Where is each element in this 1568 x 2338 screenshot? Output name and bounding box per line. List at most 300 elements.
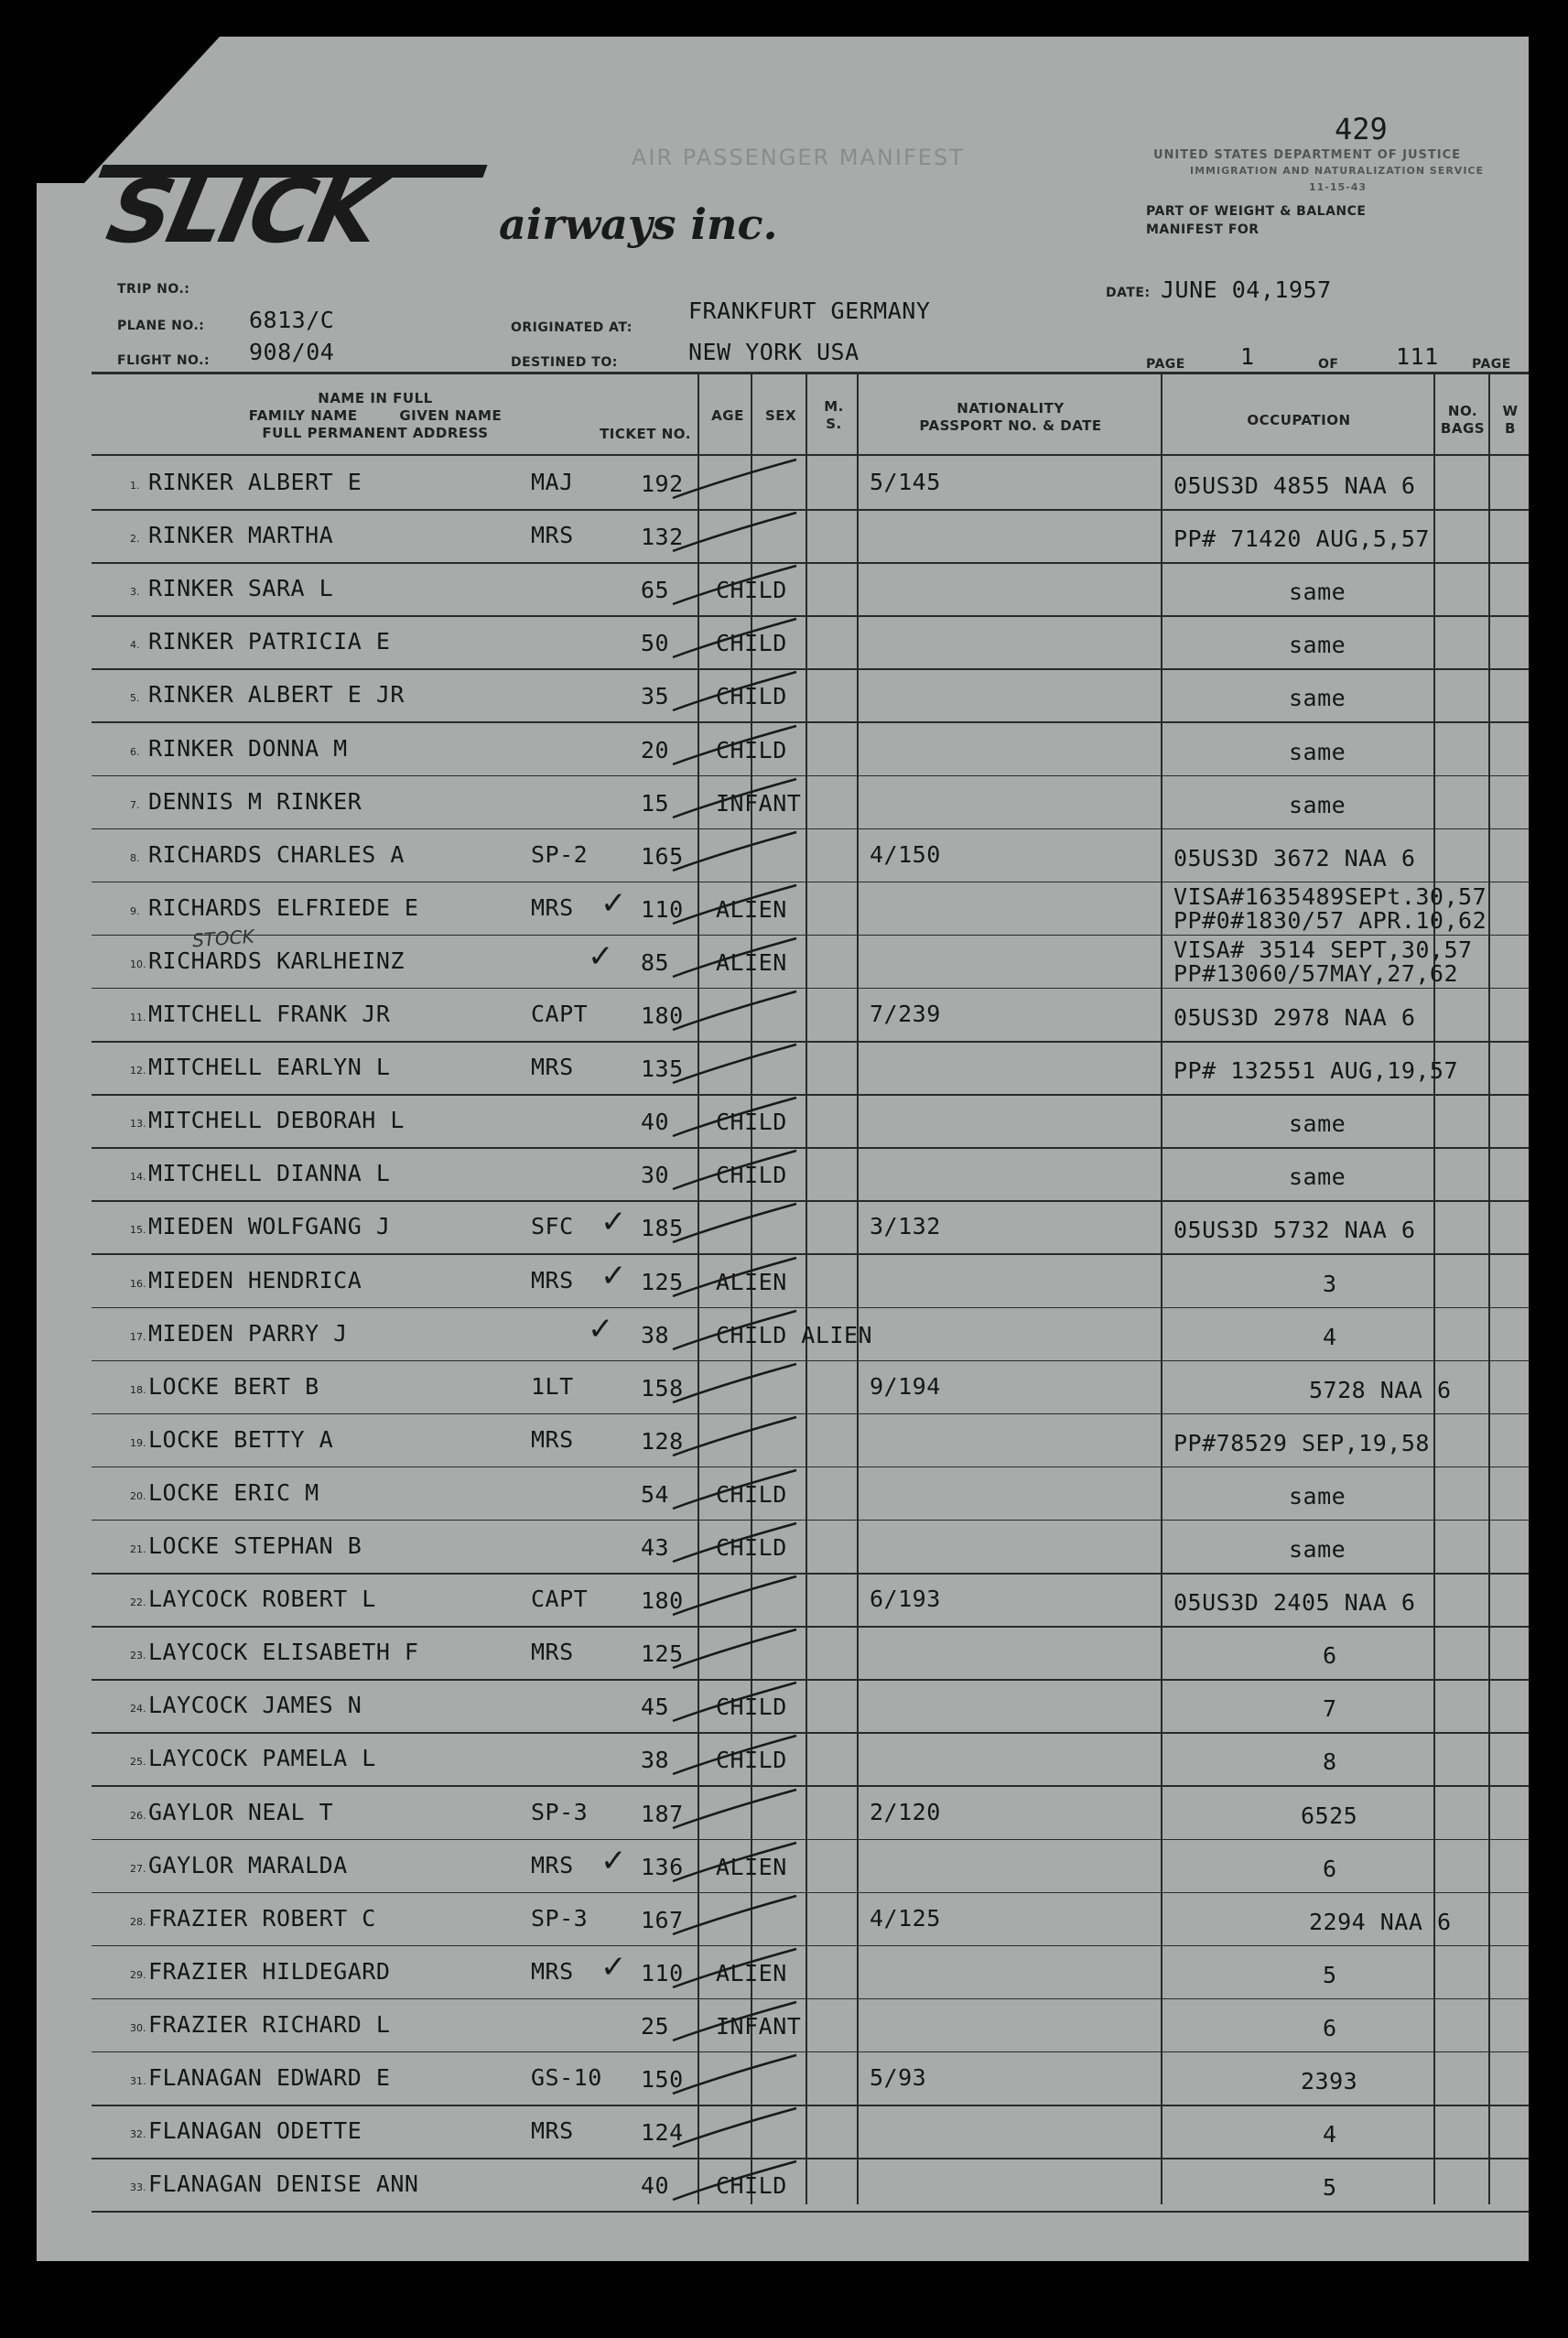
- plane-number: 6813/C: [249, 307, 335, 333]
- table-row: [37, 883, 1529, 936]
- checkmark-icon: ✓: [588, 1310, 614, 1348]
- strike-stroke: [668, 2101, 870, 2156]
- ticket-number: 25: [641, 2012, 670, 2040]
- origin: FRANKFURT GERMANY: [688, 298, 931, 324]
- occupation: VISA# 3514 SEPT,30,57: [1173, 936, 1473, 963]
- passenger-name: LOCKE ERIC M: [148, 1478, 319, 1506]
- table-row: [37, 511, 1529, 564]
- table-row: [37, 1521, 1529, 1575]
- strike-stroke: [668, 1782, 870, 1837]
- occupation: 05US3D 2978 NAA 6: [1173, 1004, 1416, 1031]
- strike-stroke: [668, 931, 870, 986]
- passenger-name: RINKER ALBERT E: [148, 469, 362, 495]
- passenger-name: RINKER PATRICIA E: [148, 628, 391, 655]
- strike-stroke: [668, 505, 870, 560]
- passenger-name: LOCKE BETTY A: [148, 1425, 334, 1453]
- flight-label: FLIGHT NO.:: [117, 353, 211, 368]
- ticket-number: 136: [641, 1853, 684, 1880]
- passenger-name: MITCHELL FRANK JR: [148, 1001, 391, 1027]
- dept-line-2: IMMIGRATION AND NATURALIZATION SERVICE: [1190, 165, 1485, 177]
- table-row: [37, 2000, 1529, 2053]
- strike-stroke: [668, 772, 870, 827]
- row-number: 10.: [130, 958, 146, 970]
- passenger-name: RICHARDS KARLHEINZ: [148, 947, 405, 974]
- age-sex: CHILD: [716, 1162, 787, 1189]
- row-rule: [92, 2211, 1529, 2213]
- age-sex: ALIEN: [716, 895, 787, 923]
- row-number: 26.: [130, 1809, 146, 1822]
- ticket-number: 35: [641, 683, 670, 710]
- passenger-title: SP-2: [531, 840, 589, 868]
- date-label: DATE:: [1106, 286, 1151, 300]
- originated-label: ORIGINATED AT:: [511, 320, 633, 335]
- strike-stroke: [668, 2048, 870, 2103]
- col-ms-line-2: S.: [826, 416, 842, 432]
- row-number: 1.: [130, 480, 140, 492]
- checkmark-icon: ✓: [600, 1257, 627, 1294]
- occupation: PP#78529 SEP,19,58: [1173, 1429, 1430, 1456]
- weight-note-2: MANIFEST FOR: [1146, 222, 1260, 237]
- row-number: 5.: [130, 692, 140, 705]
- occupation-line-2: PP#0#1830/57 APR.10,62: [1173, 906, 1487, 934]
- passenger-name: LOCKE STEPHAN B: [148, 1532, 362, 1559]
- table-row: [37, 1734, 1529, 1787]
- passenger-title: MRS: [531, 1054, 574, 1081]
- strike-stroke: [668, 1037, 870, 1092]
- strike-stroke: [668, 825, 870, 880]
- strike-stroke: [668, 1250, 870, 1305]
- age-sex: CHILD: [716, 1694, 787, 1721]
- occupation: same: [1289, 1482, 1346, 1510]
- of-total: 111: [1396, 343, 1439, 370]
- age-sex: CHILD: [716, 577, 787, 604]
- row-number: 28.: [130, 1915, 146, 1928]
- occupation: same: [1289, 685, 1346, 712]
- table-row: [37, 1628, 1529, 1681]
- ticket-number: 50: [641, 630, 670, 657]
- passenger-name: GAYLOR NEAL T: [148, 1798, 334, 1825]
- age-sex: CHILD: [716, 630, 787, 657]
- occupation: 2294 NAA 6: [1309, 1908, 1452, 1935]
- passport-number: 4/125: [870, 1904, 941, 1932]
- passenger-name: RINKER DONNA M: [148, 734, 348, 762]
- strike-stroke: [668, 665, 870, 720]
- col-age-header: AGE: [711, 407, 744, 424]
- ticket-number: 180: [641, 1002, 684, 1029]
- row-number: 3.: [130, 586, 140, 599]
- table-row: [37, 1788, 1529, 1841]
- table-row: [37, 1575, 1529, 1628]
- age-sex: CHILD: [716, 683, 787, 710]
- occupation: same: [1289, 791, 1346, 818]
- age-sex: CHILD: [716, 1109, 787, 1136]
- handwritten-stock-note: STOCK: [191, 925, 255, 952]
- passenger-name: FLANAGAN EDWARD E: [148, 2064, 391, 2091]
- strike-stroke: [668, 1516, 870, 1571]
- row-number: 6.: [130, 745, 140, 758]
- manifest-page: [37, 37, 1529, 2261]
- occupation: same: [1289, 1536, 1346, 1563]
- passenger-title: MRS: [531, 1851, 574, 1878]
- ticket-number: 165: [641, 842, 684, 870]
- occupation: VISA#1635489SEPt.30,57: [1173, 882, 1487, 910]
- ticket-number: 38: [641, 1321, 670, 1348]
- table-row: [37, 670, 1529, 723]
- passenger-title: MRS: [531, 522, 574, 549]
- dept-line-1: UNITED STATES DEPARTMENT OF JUSTICE: [1153, 148, 1462, 162]
- age-sex: INFANT: [716, 2012, 802, 2040]
- row-number: 24.: [130, 1703, 146, 1716]
- row-number: 11.: [130, 1012, 146, 1023]
- age-sex: ALIEN: [716, 1268, 787, 1295]
- passenger-title: CAPT: [531, 1586, 589, 1613]
- ticket-number: 43: [641, 1534, 670, 1561]
- strike-stroke: [668, 984, 870, 1039]
- strike-stroke: [668, 1463, 870, 1518]
- destination: NEW YORK USA: [688, 339, 860, 365]
- ticket-number: 40: [641, 1109, 670, 1136]
- strike-stroke: [668, 1143, 870, 1198]
- passport-number: 4/150: [870, 840, 941, 868]
- row-number: 2.: [130, 533, 140, 546]
- checkmark-icon: ✓: [600, 884, 627, 922]
- occupation: 8: [1323, 1748, 1337, 1776]
- passenger-name: RINKER MARTHA: [148, 522, 334, 549]
- col-nationality-header: [860, 400, 1162, 435]
- passenger-title: SFC: [531, 1213, 574, 1240]
- passenger-name: RINKER SARA L: [148, 575, 334, 602]
- table-row: [37, 1202, 1529, 1255]
- occupation: 05US3D 2405 NAA 6: [1173, 1589, 1416, 1617]
- ticket-number: 135: [641, 1055, 684, 1083]
- col-name-line-3: FULL PERMANENT ADDRESS: [262, 425, 489, 441]
- ticket-number: 128: [641, 1427, 684, 1455]
- table-row: [37, 1043, 1529, 1096]
- row-number: 21.: [130, 1543, 146, 1555]
- row-number: 4.: [130, 639, 140, 652]
- table-row: [37, 1947, 1529, 2000]
- passenger-title: MRS: [531, 1957, 574, 1985]
- ticket-number: 40: [641, 2172, 670, 2200]
- occupation: same: [1289, 1164, 1346, 1191]
- page-label-2: PAGE: [1472, 357, 1511, 372]
- passenger-title: MRS: [531, 893, 574, 921]
- ticket-number: 125: [641, 1268, 684, 1295]
- plane-label: PLANE NO.:: [117, 319, 205, 333]
- strike-stroke: [668, 1728, 870, 1783]
- passenger-title: SP-3: [531, 1904, 589, 1932]
- table-row: [37, 1096, 1529, 1149]
- strike-stroke: [668, 1410, 870, 1465]
- passenger-name: RINKER ALBERT E JR: [148, 681, 405, 709]
- passenger-name: FLANAGAN DENISE ANN: [148, 2170, 419, 2198]
- logo-airways: airways inc.: [499, 200, 778, 249]
- passenger-title: MRS: [531, 2117, 574, 2145]
- passport-number: 6/193: [870, 1586, 941, 1613]
- row-number: 15.: [130, 1224, 146, 1237]
- age-sex: CHILD: [716, 2172, 787, 2200]
- row-number: 33.: [130, 2181, 146, 2194]
- manifest-date: JUNE 04,1957: [1161, 276, 1332, 303]
- age-sex: INFANT: [716, 789, 802, 817]
- ticket-number: 125: [641, 1640, 684, 1668]
- passport-number: 7/239: [870, 1001, 941, 1027]
- page-stamp-number: 429: [1335, 112, 1388, 146]
- strike-stroke: [668, 719, 870, 774]
- ticket-number: 38: [641, 1747, 670, 1774]
- passenger-name: LAYCOCK JAMES N: [148, 1692, 362, 1719]
- table-row: [37, 2106, 1529, 2159]
- occupation: 05US3D 3672 NAA 6: [1173, 844, 1416, 871]
- col-name-line-1: NAME IN FULL: [318, 390, 433, 406]
- ticket-number: 65: [641, 577, 670, 604]
- row-number: 31.: [130, 2075, 146, 2087]
- ticket-number: 45: [641, 1694, 670, 1721]
- table-row: [37, 1415, 1529, 1468]
- strike-stroke: [668, 1622, 870, 1677]
- table-row: [37, 1468, 1529, 1521]
- ticket-number: 124: [641, 2119, 684, 2147]
- occupation: 6: [1323, 1855, 1337, 1882]
- occupation-line-2: PP#13060/57MAY,27,62: [1173, 959, 1459, 987]
- table-row: [37, 990, 1529, 1043]
- passenger-name: FRAZIER HILDEGARD: [148, 1957, 391, 1985]
- occupation: 4: [1323, 2121, 1337, 2149]
- dept-line-3: 11-15-43: [1309, 181, 1368, 193]
- row-number: 29.: [130, 1968, 146, 1981]
- age-sex: CHILD: [716, 1534, 787, 1561]
- passenger-name: DENNIS M RINKER: [148, 787, 362, 815]
- occupation: 2393: [1301, 2068, 1358, 2094]
- occupation: 5: [1323, 1961, 1337, 1988]
- col-name-header: [183, 390, 568, 442]
- checkmark-icon: ✓: [600, 1948, 627, 1986]
- trip-label: TRIP NO.:: [117, 282, 190, 297]
- occupation: same: [1289, 1110, 1346, 1138]
- table-row: [37, 564, 1529, 617]
- occupation: 5: [1323, 2174, 1337, 2202]
- passenger-name: LAYCOCK PAMELA L: [148, 1745, 376, 1772]
- age-sex: ALIEN: [716, 1959, 787, 1986]
- passport-number: 3/132: [870, 1213, 941, 1240]
- age-sex: CHILD: [716, 1480, 787, 1508]
- passenger-name: LAYCOCK ELISABETH F: [148, 1639, 419, 1666]
- strike-stroke: [668, 1835, 870, 1890]
- table-row: [37, 2053, 1529, 2106]
- row-number: 27.: [130, 1862, 146, 1875]
- passenger-name: FRAZIER ROBERT C: [148, 1904, 376, 1932]
- passenger-title: 1LT: [531, 1372, 574, 1400]
- occupation: same: [1289, 738, 1346, 765]
- strike-stroke: [668, 1889, 870, 1943]
- row-number: 23.: [130, 1650, 146, 1662]
- row-number: 12.: [130, 1065, 146, 1077]
- age-sex: ALIEN: [716, 948, 787, 976]
- flight-number: 908/04: [249, 339, 335, 365]
- row-number: 16.: [130, 1277, 146, 1290]
- passport-number: 5/145: [870, 469, 941, 495]
- row-number: 20.: [130, 1489, 146, 1502]
- table-row: [37, 1841, 1529, 1894]
- page-label: PAGE: [1146, 357, 1185, 372]
- ticket-number: 54: [641, 1480, 670, 1508]
- occupation: 6: [1323, 2014, 1337, 2041]
- strike-stroke: [668, 1357, 870, 1412]
- table-row: [37, 1256, 1529, 1309]
- table-row: [37, 1894, 1529, 1947]
- table-top-rule: [92, 372, 1529, 374]
- ticket-number: 110: [641, 895, 684, 923]
- ticket-number: 158: [641, 1374, 684, 1402]
- col-bags-header: [1435, 403, 1490, 438]
- strike-stroke: [668, 1995, 870, 2050]
- passenger-title: MAJ: [531, 469, 574, 495]
- passenger-name: LAYCOCK ROBERT L: [148, 1586, 376, 1613]
- strike-stroke: [668, 2154, 870, 2209]
- destined-label: DESTINED TO:: [511, 355, 618, 370]
- col-sex-header: SEX: [764, 407, 797, 424]
- col-name-line-2: FAMILY NAME GIVEN NAME: [248, 407, 503, 424]
- passenger-title: SP-3: [531, 1798, 589, 1825]
- age-sex: CHILD: [716, 736, 787, 763]
- occupation: 05US3D 4855 NAA 6: [1173, 472, 1416, 499]
- passenger-name: RICHARDS CHARLES A: [148, 840, 405, 868]
- passport-number: 2/120: [870, 1798, 941, 1825]
- passenger-title: GS-10: [531, 2064, 602, 2091]
- passenger-title: MRS: [531, 1266, 574, 1293]
- passenger-name: MIEDEN PARRY J: [148, 1319, 348, 1347]
- occupation: PP# 71420 AUG,5,57: [1173, 525, 1430, 553]
- table-row: [37, 2159, 1529, 2213]
- col-ms-line-1: M.: [824, 398, 844, 415]
- strike-stroke: [668, 1569, 870, 1624]
- passenger-title: MRS: [531, 1425, 574, 1453]
- page-number: 1: [1240, 343, 1255, 370]
- ticket-number: 185: [641, 1215, 684, 1242]
- passenger-name: MIEDEN HENDRICA: [148, 1266, 362, 1293]
- ticket-number: 167: [641, 1906, 684, 1933]
- col-nationality-line-2: PASSPORT NO. & DATE: [919, 417, 1102, 434]
- row-number: 8.: [130, 851, 140, 864]
- row-number: 7.: [130, 798, 140, 811]
- passenger-name: RICHARDS ELFRIEDE E: [148, 893, 419, 921]
- passport-number: 5/93: [870, 2064, 927, 2091]
- age-sex: ALIEN: [716, 1853, 787, 1880]
- table-row: [37, 777, 1529, 830]
- ticket-number: 132: [641, 524, 684, 551]
- row-number: 22.: [130, 1597, 146, 1609]
- col-ms-header: [808, 398, 860, 433]
- col-occupation-header: OCCUPATION: [1247, 412, 1351, 428]
- ticket-number: 150: [641, 2066, 684, 2093]
- strike-stroke: [668, 1304, 873, 1358]
- strike-stroke: [668, 1196, 870, 1251]
- ticket-number: 180: [641, 1587, 684, 1615]
- table-row: [37, 1309, 1529, 1362]
- checkmark-icon: ✓: [588, 937, 614, 975]
- ticket-number: 85: [641, 948, 670, 976]
- col-w-header: [1492, 403, 1529, 438]
- occupation: 3: [1323, 1270, 1337, 1297]
- passenger-name: MIEDEN WOLFGANG J: [148, 1213, 391, 1240]
- ticket-number: 15: [641, 789, 670, 817]
- occupation: 4: [1323, 1323, 1337, 1350]
- passenger-name: MITCHELL DEBORAH L: [148, 1107, 405, 1134]
- col-w-line-1: W: [1502, 403, 1519, 419]
- strike-stroke: [668, 558, 870, 613]
- col-ticket-header: TICKET NO.: [600, 426, 691, 442]
- row-number: 13.: [130, 1118, 146, 1131]
- weight-note-1: PART OF WEIGHT & BALANCE: [1146, 204, 1367, 219]
- row-number: 32.: [130, 2128, 146, 2141]
- occupation: same: [1289, 632, 1346, 659]
- table-row: [37, 1149, 1529, 1202]
- row-number: 14.: [130, 1171, 146, 1184]
- col-w-line-2: B: [1505, 420, 1516, 437]
- age-sex: CHILD: [716, 1747, 787, 1774]
- table-row: [37, 830, 1529, 883]
- occupation: 05US3D 5732 NAA 6: [1173, 1217, 1416, 1244]
- table-row: [37, 936, 1529, 990]
- passenger-title: CAPT: [531, 1001, 589, 1027]
- table-row: [37, 1681, 1529, 1734]
- occupation: 6525: [1301, 1802, 1358, 1829]
- occupation: same: [1289, 579, 1346, 606]
- row-number: 9.: [130, 904, 140, 917]
- row-number: 30.: [130, 2021, 146, 2034]
- passenger-title: MRS: [531, 1639, 574, 1666]
- passenger-name: MITCHELL DIANNA L: [148, 1160, 391, 1187]
- age-sex: CHILD ALIEN: [716, 1321, 873, 1348]
- strike-stroke: [668, 452, 870, 507]
- col-bags-line-1: NO.: [1447, 403, 1478, 419]
- checkmark-icon: ✓: [600, 1842, 627, 1879]
- col-bags-line-2: BAGS: [1440, 420, 1486, 437]
- strike-stroke: [668, 612, 870, 666]
- of-label: OF: [1318, 357, 1339, 372]
- col-nationality-line-1: NATIONALITY: [957, 400, 1065, 417]
- passenger-name: FLANAGAN ODETTE: [148, 2117, 362, 2145]
- table-row: [37, 458, 1529, 511]
- passenger-name: GAYLOR MARALDA: [148, 1851, 348, 1878]
- occupation: 5728 NAA 6: [1309, 1376, 1452, 1403]
- passenger-name: MITCHELL EARLYN L: [148, 1054, 391, 1081]
- row-number: 25.: [130, 1756, 146, 1769]
- strike-stroke: [668, 878, 870, 933]
- strike-stroke: [668, 1675, 870, 1730]
- occupation: PP# 132551 AUG,19,57: [1173, 1057, 1459, 1085]
- passenger-name: LOCKE BERT B: [148, 1372, 319, 1400]
- occupation: 6: [1323, 1642, 1337, 1670]
- row-number: 19.: [130, 1436, 146, 1449]
- ticket-number: 20: [641, 736, 670, 763]
- passport-number: 9/194: [870, 1372, 941, 1400]
- table-row: [37, 1362, 1529, 1415]
- ticket-number: 192: [641, 471, 684, 497]
- table-row: [37, 724, 1529, 777]
- ticket-number: 110: [641, 1959, 684, 1986]
- row-number: 17.: [130, 1330, 146, 1343]
- strike-stroke: [668, 1942, 870, 1997]
- ticket-number: 187: [641, 1800, 684, 1827]
- passenger-name: FRAZIER RICHARD L: [148, 2010, 391, 2038]
- logo-slick: SLICK: [99, 160, 387, 263]
- row-number: 18.: [130, 1383, 146, 1396]
- manifest-title: AIR PASSENGER MANIFEST: [632, 145, 965, 170]
- checkmark-icon: ✓: [600, 1204, 627, 1241]
- ticket-number: 30: [641, 1162, 670, 1189]
- table-row: [37, 617, 1529, 670]
